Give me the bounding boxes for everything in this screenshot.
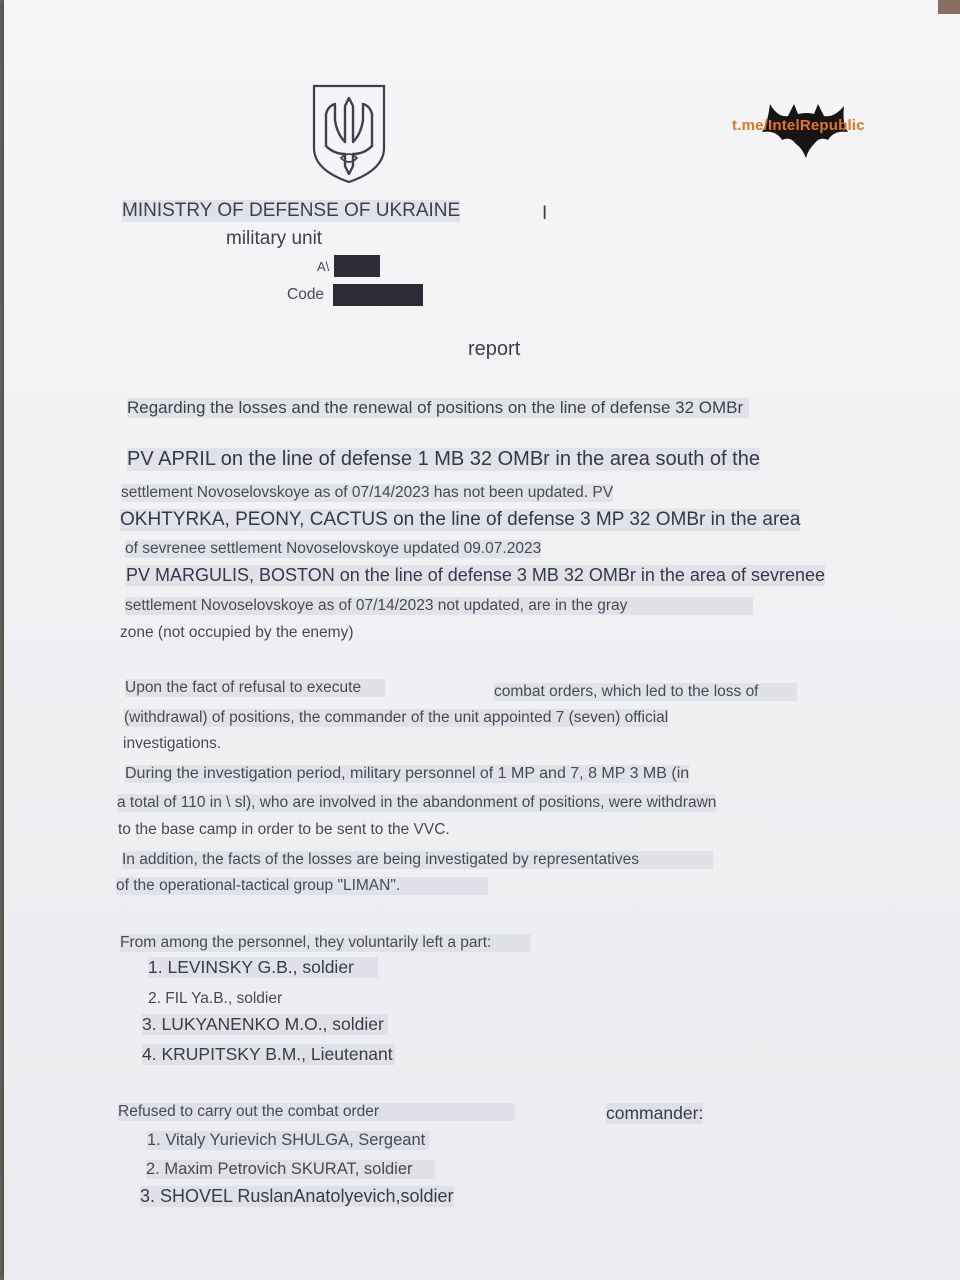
investigation-line: (withdrawal) of positions, the commander of the unit appointed 7 (seven) official — [124, 709, 669, 726]
military-unit-label: military unit — [226, 228, 323, 249]
header-mark: I — [542, 203, 548, 224]
left-list-item: 2. FIL Ya.B., soldier — [148, 990, 283, 1007]
code-redaction — [333, 284, 423, 306]
background-edge — [938, 0, 960, 14]
left-intro: From among the personnel, they voluntarily left a part: — [120, 934, 531, 952]
unit-number-redaction — [334, 255, 380, 277]
left-list-item: 3. LUKYANENKO M.O., soldier — [142, 1014, 388, 1035]
positions-line: settlement Novoselovskoye as of 07/14/2023 not updated, are in the gray — [125, 597, 753, 615]
trident-emblem — [308, 82, 390, 186]
investigation-line: During the investigation period, military personnel of 1 MP and 7, 8 MP 3 MB (in — [125, 765, 690, 782]
report-subject: Regarding the losses and the renewal of positions on the line of defense 32 OMBr — [127, 398, 749, 418]
unit-prefix: A\ — [317, 259, 330, 274]
investigation-line: combat orders, which led to the loss of — [494, 683, 797, 701]
positions-line: PV APRIL on the line of defense 1 MB 32 OMBr in the area south of the — [127, 448, 760, 470]
investigation-line: In addition, the facts of the losses are being investigated by representatives — [122, 851, 713, 869]
investigation-line: to the base camp in order to be sent to the VVC. — [118, 821, 450, 838]
report-title: report — [468, 338, 521, 360]
positions-line: PV MARGULIS, BOSTON on the line of defense 3 MB 32 OMBr in the area of sevrenee — [126, 565, 826, 585]
ministry-heading: MINISTRY OF DEFENSE OF UKRAINE — [122, 200, 461, 221]
channel-watermark — [730, 100, 890, 158]
left-list-item: 1. LEVINSKY G.B., soldier — [148, 957, 378, 978]
investigation-line: investigations. — [123, 735, 222, 752]
code-label: Code — [287, 286, 325, 303]
refused-intro: Refused to carry out the combat order — [118, 1103, 515, 1121]
positions-line: of sevrenee settlement Novoselovskoye updated 09.07.2023 — [125, 540, 542, 557]
positions-line: settlement Novoselovskoye as of 07/14/2023 has not been updated. PV — [121, 484, 614, 501]
investigation-line: of the operational-tactical group "LIMAN". — [116, 877, 488, 895]
watermark-text: t.me/IntelRepublic — [732, 117, 865, 134]
positions-line: OKHTYRKA, PEONY, CACTUS on the line of defense 3 MP 32 OMBr in the area — [120, 509, 801, 530]
refused-commander-label: commander: — [606, 1103, 704, 1123]
document-page — [4, 0, 960, 1280]
refused-list-item: 3. SHOVEL RuslanAnatolyevich,soldier — [140, 1186, 454, 1206]
refused-list-item: 2. Maxim Petrovich SKURAT, soldier — [146, 1160, 435, 1179]
investigation-line: a total of 110 in \ sl), who are involved in the abandonment of positions, were withdrawn — [117, 794, 717, 811]
left-list-item: 4. KRUPITSKY B.M., Lieutenant — [142, 1044, 393, 1064]
refused-list-item: 1. Vitaly Yurievich SHULGA, Sergeant — [147, 1131, 429, 1150]
investigation-line: Upon the fact of refusal to execute — [125, 679, 385, 697]
positions-line: zone (not occupied by the enemy) — [120, 624, 354, 641]
